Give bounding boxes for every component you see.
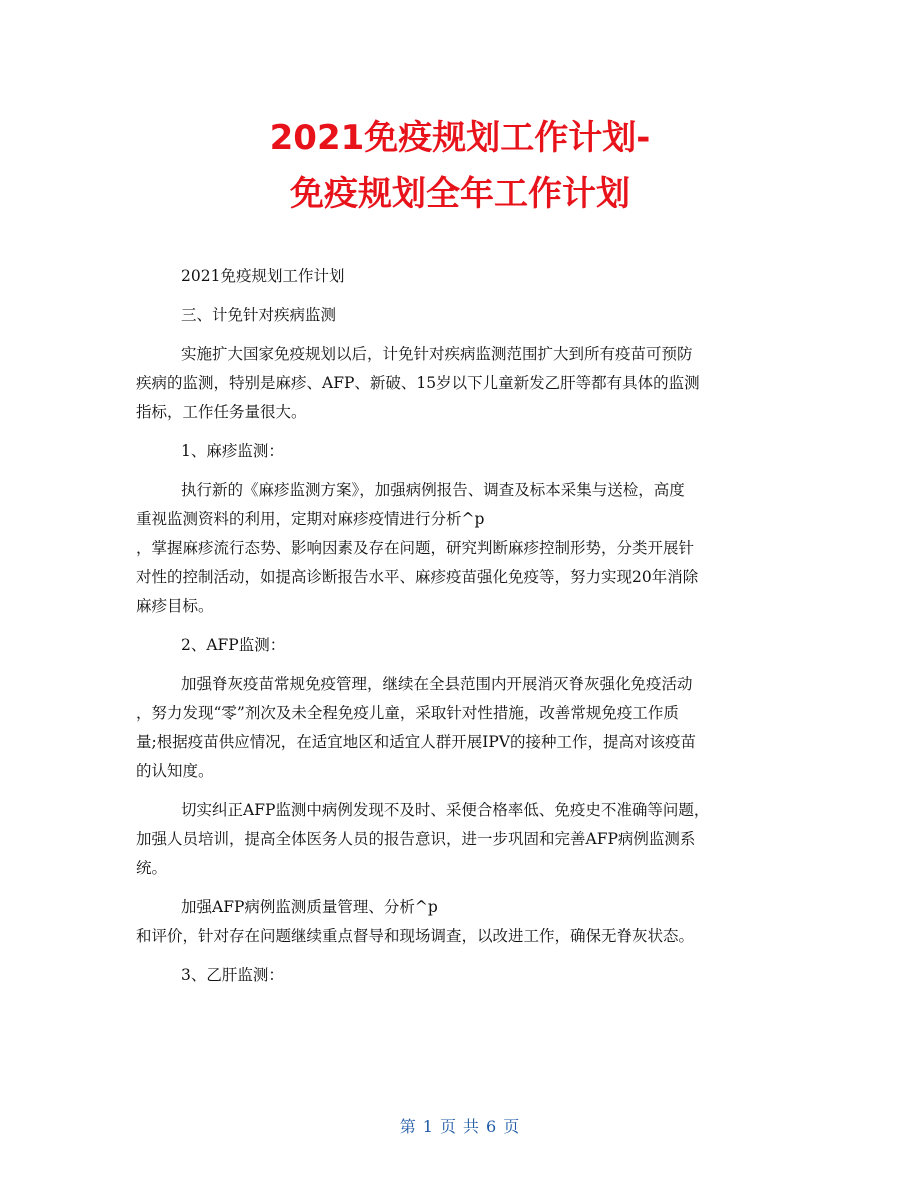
- body-line: 切实纠正AFP监测中病例发现不及时、采便合格率低、免疫史不准确等问题，: [181, 801, 710, 819]
- footer-suffix: 页: [503, 1117, 521, 1136]
- footer-middle: 页 共: [439, 1117, 481, 1136]
- body-line: 三、计免针对疾病监测: [181, 306, 337, 324]
- body-line: 的认知度。: [136, 762, 214, 780]
- footer-current-page: 1: [422, 1117, 434, 1136]
- footer-total-pages: 6: [486, 1117, 498, 1136]
- body-line: 和评价，针对存在问题继续重点督导和现场调查，以改进工作，确保无脊灰状态。: [136, 927, 695, 945]
- footer-prefix: 第: [399, 1117, 417, 1136]
- document-title-line-1: 2021免疫规划工作计划-: [269, 118, 651, 158]
- body-line: 加强人员培训，提高全体医务人员的报告意识，进一步巩固和完善AFP病例监测系: [136, 830, 696, 848]
- body-line: 加强AFP病例监测质量管理、分析^p: [181, 898, 438, 916]
- body-line: 3、乙肝监测：: [181, 966, 284, 984]
- body-line: 执行新的《麻疹监测方案》，加强病例报告、调查及标本采集与送检，高度: [181, 481, 685, 499]
- document-title-line-2: 免疫规划全年工作计划: [290, 174, 630, 214]
- body-line: 1、麻疹监测：: [181, 442, 284, 460]
- document-body: [136, 262, 786, 990]
- body-line: 麻疹目标。: [136, 597, 214, 615]
- body-line: 对性的控制活动，如提高诊断报告水平、麻疹疫苗强化免疫等，努力实现20年消除: [136, 568, 699, 586]
- body-line: 2、AFP监测：: [181, 636, 286, 654]
- body-line: 量;根据疫苗供应情况，在适宜地区和适宜人群开展IPV的接种工作，提高对该疫苗: [136, 733, 696, 751]
- body-line: 重视监测资料的利用，定期对麻疹疫情进行分析^p: [136, 510, 485, 528]
- body-line: 指标，工作任务量很大。: [136, 403, 307, 421]
- body-line: ，掌握麻疹流行态势、影响因素及存在问题，研究判断麻疹控制形势，分类开展针: [136, 539, 695, 557]
- body-line: 统。: [136, 859, 168, 877]
- body-line: 加强脊灰疫苗常规免疫管理，继续在全县范围内开展消灭脊灰强化免疫活动: [181, 675, 693, 693]
- body-line: ，努力发现“零”剂次及未全程免疫儿童，采取针对性措施，改善常规免疫工作质: [136, 704, 679, 722]
- page-footer: [0, 1114, 920, 1137]
- body-line: 2021免疫规划工作计划: [181, 267, 345, 285]
- body-line: 疾病的监测，特别是麻疹、AFP、新破、15岁以下儿童新发乙肝等都有具体的监测: [136, 374, 700, 392]
- body-line: 实施扩大国家免疫规划以后，计免针对疾病监测范围扩大到所有疫苗可预防: [181, 345, 693, 363]
